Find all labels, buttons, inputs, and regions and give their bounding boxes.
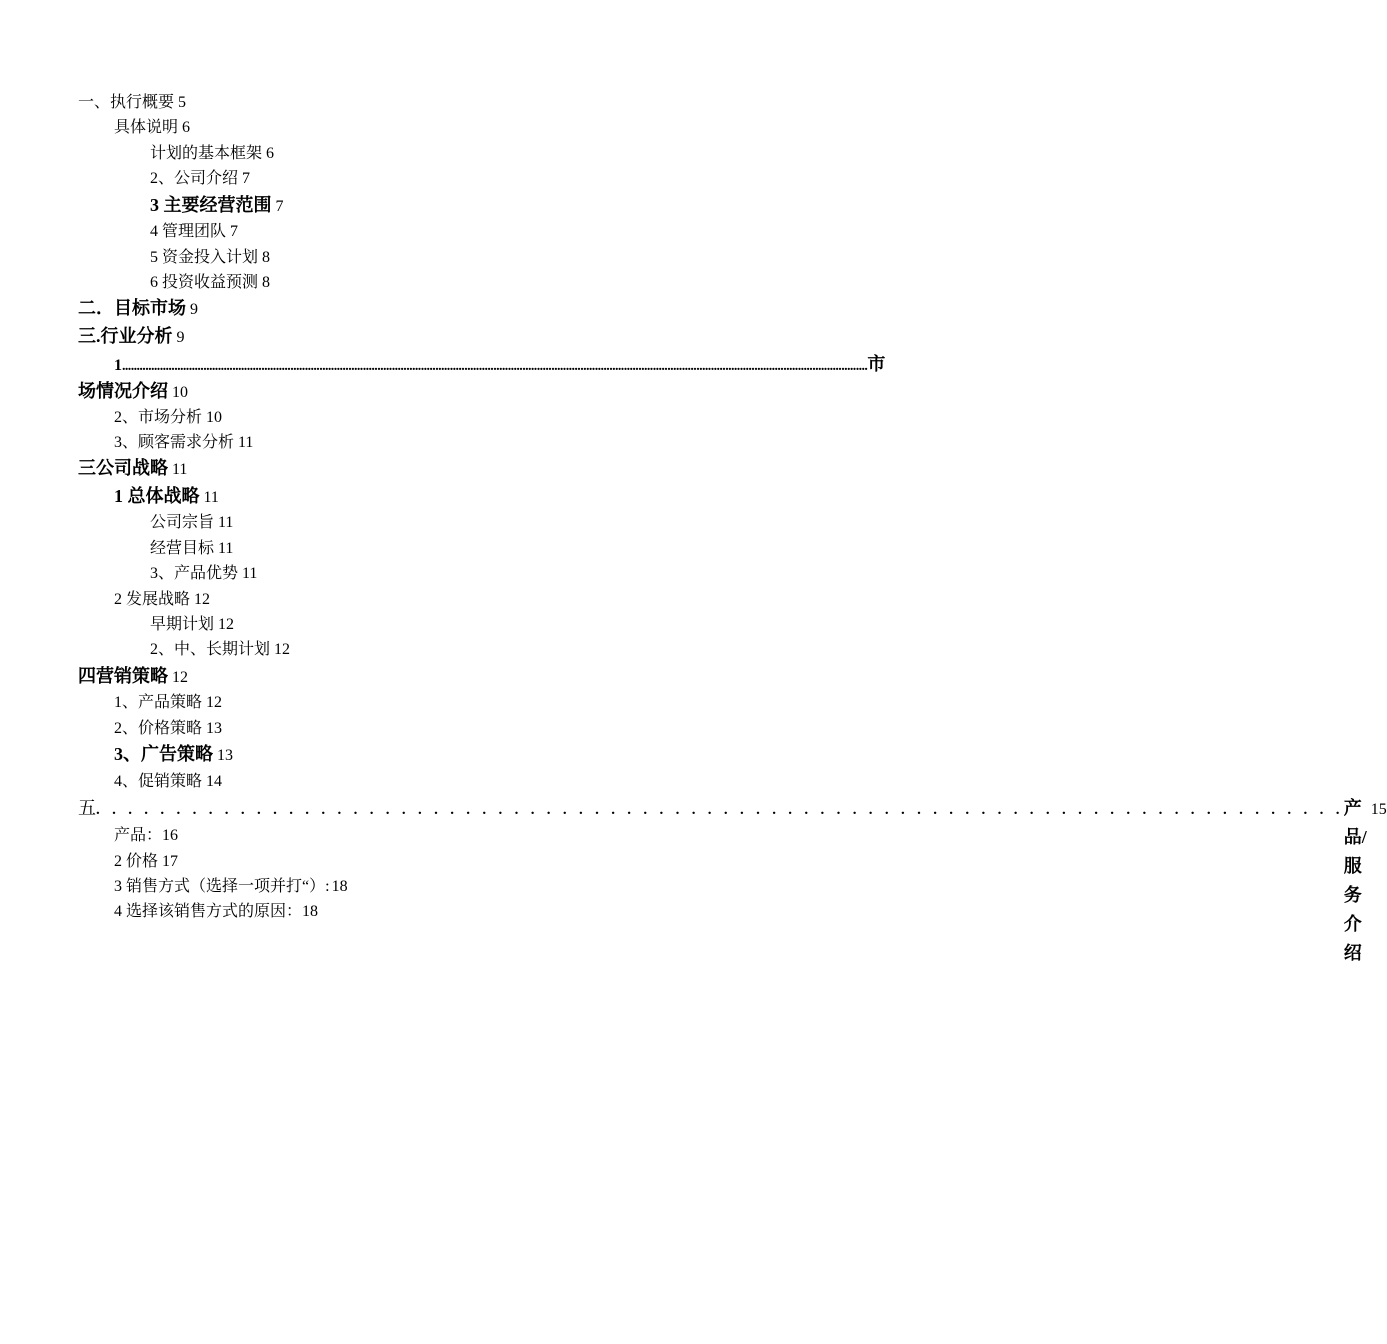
toc-entry-title: 早期计划 [150, 616, 215, 634]
toc-entry[interactable] [78, 769, 874, 794]
toc-entry-title: 3、顾客需求分析 [114, 433, 235, 451]
toc-entry[interactable] [78, 430, 874, 455]
toc-page-number: 11 [218, 539, 234, 557]
toc-entry-title: 3、广告策略 [114, 744, 213, 765]
toc-entry[interactable] [78, 115, 874, 140]
toc-page-number: 6 [266, 144, 275, 162]
toc-entry-title: 3、产品优势 [150, 565, 239, 583]
toc-page-number: 14 [206, 772, 223, 790]
toc-entry[interactable] [78, 192, 874, 220]
toc-entry[interactable] [78, 536, 874, 561]
toc-entry-title: 经营目标 [150, 539, 215, 557]
toc-entry[interactable] [78, 90, 874, 115]
toc-entry-title: 产品/服务介绍 [1343, 798, 1367, 964]
toc-page-number: 17 [162, 852, 179, 870]
toc-page-number: 7 [275, 197, 284, 215]
toc-page-number: 12 [172, 668, 188, 686]
toc-entry[interactable] [78, 510, 874, 535]
toc-page-number: 18 [302, 903, 319, 921]
toc-entry[interactable] [78, 741, 874, 769]
toc-entry-title: 4、促销策略 [114, 772, 203, 790]
toc-entry-title: 4 管理团队 [150, 223, 227, 241]
toc-page-number: 9 [190, 301, 198, 319]
toc-entry-title: 公司宗旨 [150, 514, 215, 532]
toc-page-number: 18 [331, 877, 348, 895]
toc-entry-title: 2、公司介绍 [150, 170, 239, 188]
toc-page-number: 8 [262, 273, 271, 291]
toc-page-number: 10 [172, 383, 188, 401]
toc-entry[interactable] [78, 716, 874, 741]
toc-page-number: 7 [242, 170, 251, 188]
toc-entry[interactable] [78, 455, 874, 483]
toc-entry[interactable] [78, 483, 874, 511]
toc-entry[interactable] [78, 849, 874, 874]
toc-entry-title: 6 投资收益预测 [150, 273, 259, 291]
toc-entry-continuation[interactable] [78, 378, 874, 405]
toc-entry-title: 1 总体战略 [114, 485, 200, 506]
toc-entry-leader[interactable] [78, 351, 886, 378]
toc-entry-number: 1 [114, 356, 122, 374]
toc-page-number: 11 [242, 565, 258, 583]
toc-entry[interactable] [78, 245, 874, 270]
toc-page-number: 13 [217, 747, 233, 765]
toc-page-number: 11 [203, 488, 219, 506]
toc-entry-title: 二．目标市场 [78, 298, 186, 319]
toc-entry-title: 市 [867, 353, 886, 374]
toc-entry-title: 4 选择该销售方式的原因： [114, 903, 303, 921]
toc-entry-title: 计划的基本框架 [150, 144, 263, 162]
toc-entry-title: 具体说明 [114, 119, 179, 137]
toc-page-number: 12 [206, 694, 223, 712]
toc-entry[interactable] [78, 295, 874, 323]
toc-entry-title: 3 销售方式（选择一项并打“）: [114, 877, 330, 895]
toc-page-number: 12 [218, 616, 235, 634]
toc-entry[interactable] [78, 219, 874, 244]
dot-leader: . . . . . . . . . . . . . . . . . . . . . . . . . . . . . . . . . . . . . . . . . . . . . . . . . . . . . . . . . . . . . . . . . . . . . . . . . . . . . . [96, 802, 1344, 819]
toc-page-number: 7 [230, 223, 239, 241]
toc-entry-title: 四营销策略 [78, 665, 168, 686]
toc-page-number: 12 [274, 641, 291, 659]
toc-page-number: 12 [194, 590, 211, 608]
toc-page-number: 8 [262, 248, 271, 266]
toc-page-number: 11 [218, 514, 234, 532]
toc-page-number: 9 [176, 328, 185, 346]
toc-entry[interactable] [78, 823, 874, 848]
dot-leader: ................................................................................................................................................................................................................................................................. [122, 358, 868, 374]
toc-entry-title: 三.行业分析 [78, 325, 173, 346]
toc-entry-title: 产品： [114, 827, 163, 845]
toc-entry[interactable] [78, 405, 874, 430]
toc-entry-number: 五 [78, 798, 96, 819]
toc-entry[interactable] [78, 690, 874, 715]
toc-entry-title: 2、市场分析 [114, 408, 203, 426]
toc-entry-title: 3 主要经营范围 [150, 194, 272, 215]
toc-page-number: 15 [1370, 801, 1387, 819]
toc-entry[interactable] [78, 166, 874, 191]
toc-page-number: 10 [206, 408, 223, 426]
toc-entry-title: 场情况介绍 [78, 380, 168, 401]
toc-entry[interactable] [78, 323, 874, 351]
toc-entry-title: 5 资金投入计划 [150, 248, 259, 266]
toc-entry[interactable] [78, 612, 874, 637]
table-of-contents [78, 90, 1387, 964]
toc-entry[interactable] [78, 899, 874, 924]
toc-entry-title: 2 价格 [114, 852, 159, 870]
toc-entry-title: 2、价格策略 [114, 719, 203, 737]
toc-entry[interactable] [78, 663, 874, 691]
toc-page-number: 11 [172, 461, 188, 479]
toc-entry[interactable] [78, 270, 874, 295]
toc-page-number: 11 [238, 433, 254, 451]
toc-entry-title: 2 发展战略 [114, 590, 191, 608]
toc-entry[interactable] [78, 874, 874, 899]
toc-page-number: 6 [182, 119, 191, 137]
toc-entry[interactable] [78, 637, 874, 662]
toc-page-number: 13 [206, 719, 223, 737]
toc-entry[interactable] [78, 561, 874, 586]
toc-page-number: 5 [178, 94, 187, 111]
toc-entry-title: 1、产品策略 [114, 694, 203, 712]
toc-entry[interactable] [78, 141, 874, 166]
toc-entry-title: 三公司战略 [78, 458, 168, 479]
toc-page-number: 16 [162, 827, 179, 845]
toc-entry[interactable] [78, 587, 874, 612]
toc-entry-title: 2、中、长期计划 [150, 641, 271, 659]
toc-entry-title: 一、执行概要 [78, 94, 175, 111]
